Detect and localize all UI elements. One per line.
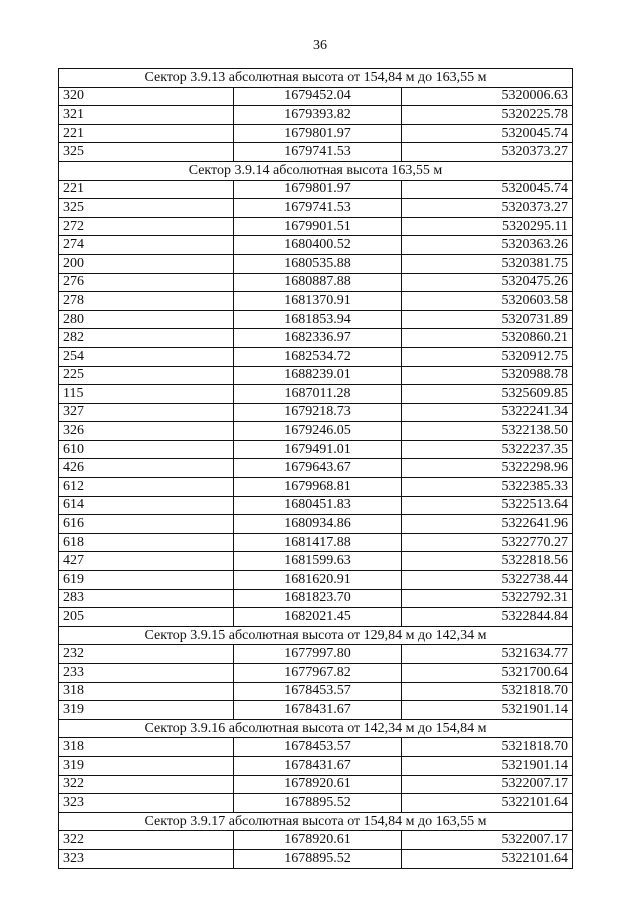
table-row [59,571,573,590]
table-row [59,366,573,385]
x-coordinate-cell: 1679901.51 [234,217,402,236]
x-coordinate-cell: 1681370.91 [234,292,402,311]
table-row [59,608,573,627]
y-coordinate-cell: 5320225.78 [402,106,573,125]
x-coordinate-cell: 1687011.28 [234,385,402,404]
y-coordinate-cell: 5322641.96 [402,515,573,534]
y-coordinate-cell: 5322844.84 [402,608,573,627]
table-row [59,273,573,292]
table-row [59,310,573,329]
point-number-cell: 319 [59,701,234,720]
y-coordinate-cell: 5320860.21 [402,329,573,348]
y-coordinate-cell: 5322298.96 [402,459,573,478]
point-number-cell: 232 [59,645,234,664]
y-coordinate-cell: 5320475.26 [402,273,573,292]
sector-header-row [59,812,573,831]
table-row [59,552,573,571]
y-coordinate-cell: 5320912.75 [402,347,573,366]
x-coordinate-cell: 1678431.67 [234,701,402,720]
sector-title: Сектор 3.9.13 абсолютная высота от 154,84 м до 163,55 м [59,69,573,88]
x-coordinate-cell: 1678453.57 [234,738,402,757]
point-number-cell: 280 [59,310,234,329]
table-row [59,347,573,366]
table-row [59,645,573,664]
table-row [59,403,573,422]
sector-header-row [59,719,573,738]
y-coordinate-cell: 5320373.27 [402,199,573,218]
point-number-cell: 282 [59,329,234,348]
x-coordinate-cell: 1677967.82 [234,664,402,683]
y-coordinate-cell: 5320363.26 [402,236,573,255]
y-coordinate-cell: 5320006.63 [402,87,573,106]
table-row [59,664,573,683]
x-coordinate-cell: 1681417.88 [234,533,402,552]
point-number-cell: 322 [59,775,234,794]
x-coordinate-cell: 1681620.91 [234,571,402,590]
point-number-cell: 278 [59,292,234,311]
coordinates-table-body [59,69,573,869]
table-row [59,385,573,404]
table-row [59,440,573,459]
y-coordinate-cell: 5321818.70 [402,682,573,701]
point-number-cell: 322 [59,831,234,850]
point-number-cell: 618 [59,533,234,552]
x-coordinate-cell: 1680451.83 [234,496,402,515]
point-number-cell: 610 [59,440,234,459]
x-coordinate-cell: 1681853.94 [234,310,402,329]
table-row [59,775,573,794]
x-coordinate-cell: 1679741.53 [234,199,402,218]
x-coordinate-cell: 1677997.80 [234,645,402,664]
point-number-cell: 225 [59,366,234,385]
point-number-cell: 326 [59,422,234,441]
x-coordinate-cell: 1680400.52 [234,236,402,255]
x-coordinate-cell: 1679246.05 [234,422,402,441]
table-row [59,422,573,441]
y-coordinate-cell: 5322818.56 [402,552,573,571]
y-coordinate-cell: 5322241.34 [402,403,573,422]
point-number-cell: 327 [59,403,234,422]
table-row [59,496,573,515]
table-row [59,87,573,106]
y-coordinate-cell: 5322237.35 [402,440,573,459]
y-coordinate-cell: 5320295.11 [402,217,573,236]
table-row [59,701,573,720]
sector-title: Сектор 3.9.15 абсолютная высота от 129,84 м до 142,34 м [59,626,573,645]
point-number-cell: 325 [59,143,234,162]
table-row [59,589,573,608]
x-coordinate-cell: 1679218.73 [234,403,402,422]
point-number-cell: 254 [59,347,234,366]
x-coordinate-cell: 1678920.61 [234,775,402,794]
x-coordinate-cell: 1680535.88 [234,254,402,273]
table-row [59,106,573,125]
y-coordinate-cell: 5322792.31 [402,589,573,608]
point-number-cell: 319 [59,756,234,775]
y-coordinate-cell: 5321901.14 [402,756,573,775]
table-row [59,515,573,534]
point-number-cell: 323 [59,794,234,813]
x-coordinate-cell: 1679393.82 [234,106,402,125]
point-number-cell: 318 [59,738,234,757]
point-number-cell: 221 [59,180,234,199]
point-number-cell: 274 [59,236,234,255]
table-row [59,236,573,255]
table-row [59,459,573,478]
point-number-cell: 619 [59,571,234,590]
y-coordinate-cell: 5320045.74 [402,124,573,143]
point-number-cell: 612 [59,478,234,497]
point-number-cell: 320 [59,87,234,106]
x-coordinate-cell: 1679801.97 [234,180,402,199]
y-coordinate-cell: 5322101.64 [402,849,573,868]
table-row [59,254,573,273]
y-coordinate-cell: 5321634.77 [402,645,573,664]
sector-title: Сектор 3.9.17 абсолютная высота от 154,84 м до 163,55 м [59,812,573,831]
y-coordinate-cell: 5321901.14 [402,701,573,720]
point-number-cell: 200 [59,254,234,273]
y-coordinate-cell: 5322385.33 [402,478,573,497]
table-row [59,180,573,199]
point-number-cell: 283 [59,589,234,608]
sector-header-row [59,69,573,88]
x-coordinate-cell: 1678895.52 [234,794,402,813]
x-coordinate-cell: 1681823.70 [234,589,402,608]
x-coordinate-cell: 1678431.67 [234,756,402,775]
y-coordinate-cell: 5320381.75 [402,254,573,273]
y-coordinate-cell: 5320045.74 [402,180,573,199]
table-row [59,329,573,348]
y-coordinate-cell: 5321700.64 [402,664,573,683]
x-coordinate-cell: 1681599.63 [234,552,402,571]
table-row [59,292,573,311]
point-number-cell: 321 [59,106,234,125]
table-row [59,199,573,218]
x-coordinate-cell: 1679491.01 [234,440,402,459]
x-coordinate-cell: 1682021.45 [234,608,402,627]
x-coordinate-cell: 1680934.86 [234,515,402,534]
sector-header-row [59,626,573,645]
x-coordinate-cell: 1688239.01 [234,366,402,385]
point-number-cell: 616 [59,515,234,534]
y-coordinate-cell: 5322007.17 [402,775,573,794]
point-number-cell: 205 [59,608,234,627]
x-coordinate-cell: 1679741.53 [234,143,402,162]
x-coordinate-cell: 1679801.97 [234,124,402,143]
table-row [59,756,573,775]
x-coordinate-cell: 1678895.52 [234,849,402,868]
point-number-cell: 221 [59,124,234,143]
y-coordinate-cell: 5322101.64 [402,794,573,813]
y-coordinate-cell: 5320731.89 [402,310,573,329]
point-number-cell: 272 [59,217,234,236]
x-coordinate-cell: 1679643.67 [234,459,402,478]
table-row [59,682,573,701]
sector-header-row [59,161,573,180]
point-number-cell: 427 [59,552,234,571]
point-number-cell: 276 [59,273,234,292]
y-coordinate-cell: 5325609.85 [402,385,573,404]
y-coordinate-cell: 5320603.58 [402,292,573,311]
table-row [59,849,573,868]
table-row [59,533,573,552]
y-coordinate-cell: 5320988.78 [402,366,573,385]
x-coordinate-cell: 1679452.04 [234,87,402,106]
y-coordinate-cell: 5322770.27 [402,533,573,552]
y-coordinate-cell: 5320373.27 [402,143,573,162]
table-row [59,794,573,813]
y-coordinate-cell: 5322513.64 [402,496,573,515]
point-number-cell: 233 [59,664,234,683]
point-number-cell: 115 [59,385,234,404]
x-coordinate-cell: 1678453.57 [234,682,402,701]
point-number-cell: 426 [59,459,234,478]
sector-title: Сектор 3.9.16 абсолютная высота от 142,34 м до 154,84 м [59,719,573,738]
y-coordinate-cell: 5322738.44 [402,571,573,590]
coordinates-table [58,68,573,869]
point-number-cell: 614 [59,496,234,515]
point-number-cell: 325 [59,199,234,218]
y-coordinate-cell: 5322007.17 [402,831,573,850]
table-row [59,217,573,236]
sector-title: Сектор 3.9.14 абсолютная высота 163,55 м [59,161,573,180]
x-coordinate-cell: 1679968.81 [234,478,402,497]
table-row [59,738,573,757]
x-coordinate-cell: 1682336.97 [234,329,402,348]
point-number-cell: 318 [59,682,234,701]
y-coordinate-cell: 5321818.70 [402,738,573,757]
table-row [59,124,573,143]
x-coordinate-cell: 1682534.72 [234,347,402,366]
table-row [59,143,573,162]
x-coordinate-cell: 1678920.61 [234,831,402,850]
x-coordinate-cell: 1680887.88 [234,273,402,292]
page-number: 36 [313,38,327,53]
point-number-cell: 323 [59,849,234,868]
table-row [59,831,573,850]
y-coordinate-cell: 5322138.50 [402,422,573,441]
table-row [59,478,573,497]
